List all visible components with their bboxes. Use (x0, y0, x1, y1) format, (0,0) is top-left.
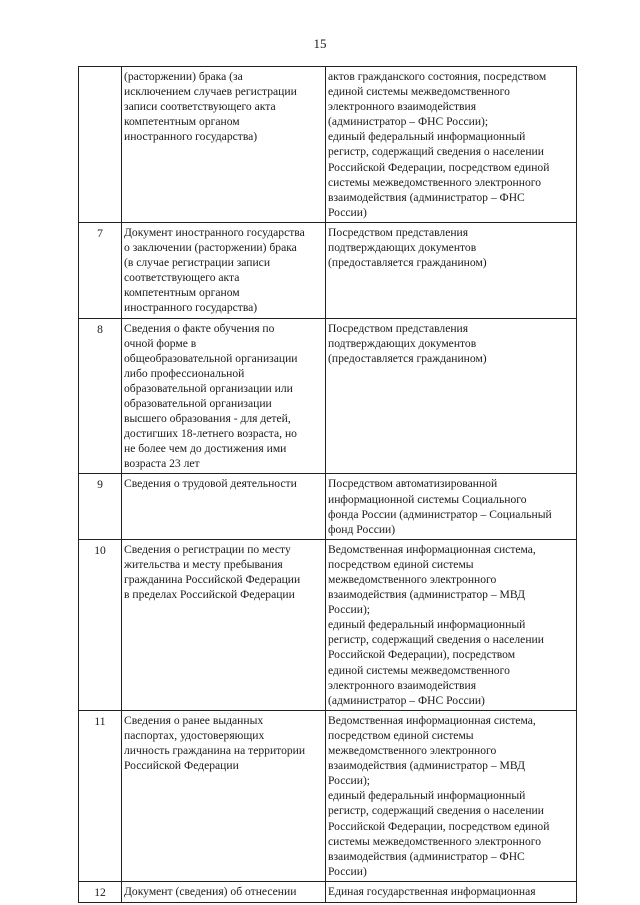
documents-table (78, 66, 577, 903)
method-cell: Посредством представления подтверждающих документов (предоставляется гражданином) (326, 222, 577, 318)
row-number: 8 (79, 318, 122, 474)
method-cell: Единая государственная информационная (326, 881, 577, 902)
row-number: 12 (79, 881, 122, 902)
info-cell: Сведения о факте обучения по очной форме в общеобразовательной организации либо профессиональной образовательной организации или образовательной организации высшего образования - для детей, достигших 18-летнего возраста, но не более чем до достижения ими возраста 23 лет (122, 318, 326, 474)
row-number: 7 (79, 222, 122, 318)
method-cell: Ведомственная информационная система, посредством единой системы межведомственного электронного взаимодействия (администратор – МВД России); единый федеральный информационный регистр, содержащий сведения о населении Российской Федерации), посредством единой системы межведомственного электронного взаимодействия (администратор – ФНС России) (326, 539, 577, 710)
info-cell: Сведения о регистрации по месту жительства и месту пребывания гражданина Российской Федерации в пределах Российской Федерации (122, 539, 326, 710)
table-row (79, 539, 577, 710)
info-cell: Сведения о ранее выданных паспортах, удостоверяющих личность гражданина на территории Российской Федерации (122, 710, 326, 881)
row-number: 11 (79, 710, 122, 881)
row-number (79, 67, 122, 223)
table-row (79, 881, 577, 902)
row-number: 10 (79, 539, 122, 710)
info-cell: Документ (сведения) об отнесении (122, 881, 326, 902)
table-row (79, 710, 577, 881)
info-cell: (расторжении) брака (за исключением случаев регистрации записи соответствующего акта компетентным органом иностранного государства) (122, 67, 326, 223)
table-row (79, 222, 577, 318)
method-cell: актов гражданского состояния, посредством единой системы межведомственного электронного взаимодействия (администратор – ФНС России); единый федеральный информационный регистр, содержащий сведения о населении Российской Федерации, посредством единой системы межведомственного электронного взаимодействия (администратор – ФНС России) (326, 67, 577, 223)
info-cell: Документ иностранного государства о заключении (расторжении) брака (в случае регистрации записи соответствующего акта компетентным органом иностранного государства) (122, 222, 326, 318)
method-cell: Посредством представления подтверждающих документов (предоставляется гражданином) (326, 318, 577, 474)
method-cell: Посредством автоматизированной информационной системы Социального фонда России (администратор – Социальный фонд России) (326, 474, 577, 539)
info-cell: Сведения о трудовой деятельности (122, 474, 326, 539)
table-row (79, 474, 577, 539)
page-number: 15 (313, 36, 327, 51)
table-row (79, 67, 577, 223)
method-cell: Ведомственная информационная система, посредством единой системы межведомственного электронного взаимодействия (администратор – МВД России); единый федеральный информационный регистр, содержащий сведения о населении Российской Федерации, посредством единой системы межведомственного электронного взаимодействия (администратор – ФНС России) (326, 710, 577, 881)
row-number: 9 (79, 474, 122, 539)
table-row (79, 318, 577, 474)
